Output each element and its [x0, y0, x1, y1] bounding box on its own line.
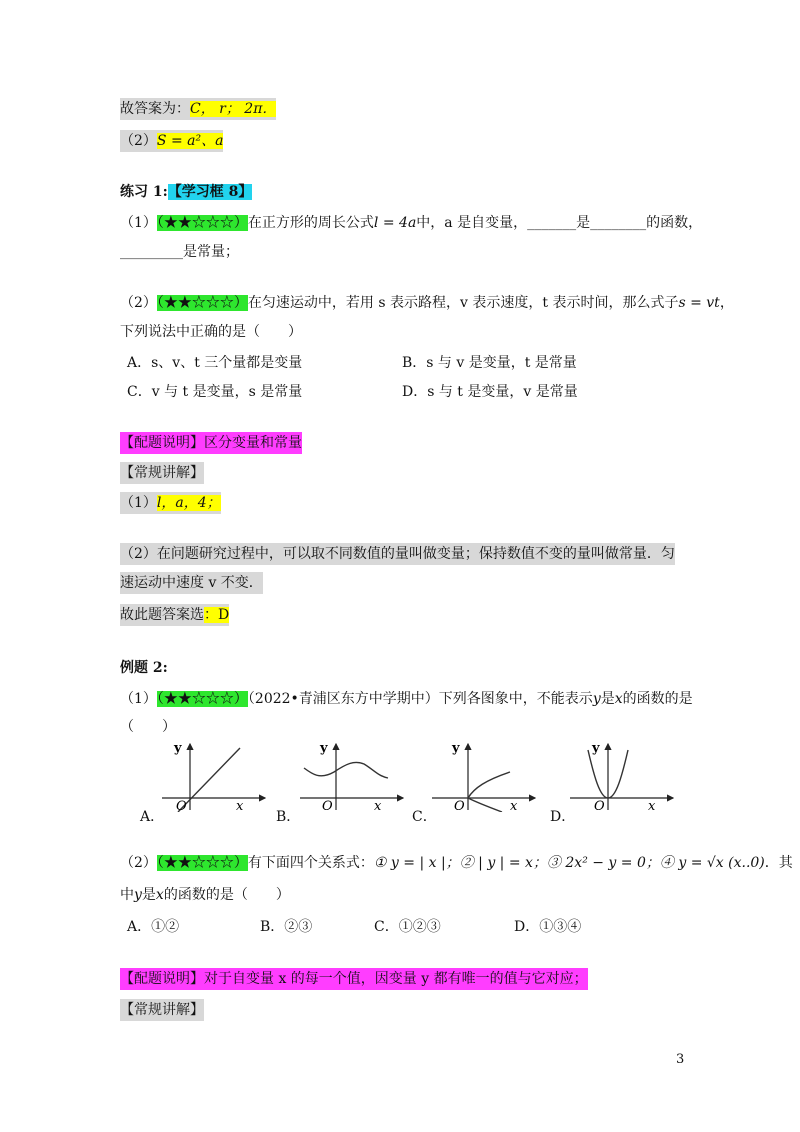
- question-number: （1）: [120, 215, 157, 231]
- option-b: B．②③: [260, 919, 313, 935]
- answer-2-line-2: 速运动中速度 v 不变．: [120, 572, 263, 594]
- difficulty-stars: （★★☆☆☆）: [156, 855, 248, 871]
- answer-1: [120, 492, 221, 514]
- formula: S = a²、a: [156, 133, 224, 149]
- answer-label: 故答案为：: [120, 101, 190, 117]
- var-y: y: [134, 887, 142, 903]
- question-3-cont: （ ）: [120, 719, 176, 735]
- graph-c: [430, 740, 540, 812]
- answer-value: l，a，4；: [156, 495, 221, 511]
- question-text-3: 的函数的是: [622, 691, 693, 707]
- formula: s = vt: [678, 295, 720, 311]
- origin-label: O: [322, 799, 333, 812]
- question-number: （2）: [120, 855, 157, 871]
- question-end: ．其: [764, 855, 793, 871]
- formula: l = 4a: [373, 215, 417, 231]
- text: 的函数的是（ ）: [163, 887, 290, 903]
- exercise-title: 练习 1:: [120, 184, 168, 200]
- config-note: 【配题说明】区分变量和常量: [120, 432, 302, 454]
- question-text-2: 是: [600, 691, 615, 707]
- answer-line-2: [120, 130, 223, 152]
- text: 是: [141, 887, 156, 903]
- option-c: C．v 与 t 是变量，s 是常量: [127, 384, 303, 400]
- difficulty-stars: （★★☆☆☆）: [156, 215, 248, 231]
- difficulty-stars: （★★☆☆☆）: [156, 691, 248, 707]
- relation-4: ；④ y = √x (x..0): [645, 855, 765, 871]
- option-a: A．s、v、t 三个量都是变量: [127, 355, 303, 371]
- answer-2-line-1: （2）在问题研究过程中，可以取不同数值的量叫做变量；保持数值不变的量叫做常量．匀: [120, 543, 675, 565]
- question-3: [120, 688, 693, 710]
- example-heading: 例题 2:: [120, 660, 168, 676]
- question-text-2: 中，a 是自变量，_______是________的函数，: [416, 215, 703, 231]
- graph-b: [298, 740, 408, 812]
- question-text: 在匀速运动中，若用 s 表示路程，v 表示速度，t 表示时间，那么式子: [247, 295, 679, 311]
- question-number: （2）: [120, 295, 157, 311]
- final-answer-value: ：D: [204, 607, 230, 623]
- answer-line: [120, 98, 276, 120]
- y-axis-label: y: [452, 741, 460, 756]
- answer-value: C， r； 2π．: [190, 101, 277, 117]
- item-number: （1）: [120, 495, 157, 511]
- page-number: 3: [676, 1052, 685, 1067]
- x-axis-label: x: [510, 799, 518, 812]
- graph-lower-branch: [468, 798, 502, 812]
- question-2: [120, 292, 734, 314]
- graph-a: [160, 740, 270, 812]
- question-number: （1）: [120, 691, 157, 707]
- item-number: （2）: [120, 133, 157, 149]
- exercise-heading: [120, 181, 252, 203]
- question-4: [120, 852, 793, 874]
- y-axis-label: y: [320, 741, 328, 756]
- graph-c-label: C．: [412, 809, 437, 825]
- y-axis-label: y: [592, 741, 600, 756]
- option-d: D．s 与 t 是变量，v 是常量: [402, 384, 578, 400]
- var-y: y: [592, 691, 601, 707]
- graph-upper-branch: [468, 772, 510, 798]
- x-axis-label: x: [648, 799, 656, 812]
- final-answer-label: 故此题答案选: [120, 607, 204, 623]
- explanation-heading: 【常规讲解】: [120, 462, 204, 484]
- graph-line: [178, 748, 240, 812]
- question-text: （2022•青浦区东方中学期中）下列各图象中，不能表示: [247, 691, 593, 707]
- explanation-heading-2: 【常规讲解】: [120, 999, 204, 1021]
- graph-curve: [304, 762, 388, 778]
- question-text: 有下面四个关系式：: [247, 855, 374, 871]
- difficulty-stars: （★★☆☆☆）: [156, 295, 248, 311]
- graph-d: [568, 740, 678, 812]
- relation-1: ① y = | x |: [373, 855, 446, 871]
- option-a: A．①②: [127, 919, 180, 935]
- question-4-cont: [120, 884, 290, 906]
- graph-b-label: B．: [276, 809, 301, 825]
- graph-a-label: A．: [140, 809, 165, 825]
- question-text: 在正方形的周长公式: [247, 215, 374, 231]
- option-c: C．①②③: [374, 919, 441, 935]
- text: 中: [120, 887, 134, 903]
- x-axis-label: x: [236, 799, 244, 812]
- question-1: [120, 212, 702, 234]
- y-axis-label: y: [174, 741, 182, 756]
- question-2-cont: 下列说法中正确的是（ ）: [120, 324, 302, 340]
- option-b: B．s 与 v 是变量，t 是常量: [402, 355, 577, 371]
- origin-label: O: [454, 799, 465, 812]
- graph-d-label: D．: [550, 809, 576, 825]
- final-answer: [120, 604, 229, 626]
- origin-label: O: [176, 799, 187, 812]
- relation-3: ；③ 2x² − y = 0: [532, 855, 646, 871]
- learning-frame-tag: 【学习框 8】: [167, 184, 253, 200]
- relation-2: ；② | y | = x: [445, 855, 533, 871]
- var-x: x: [155, 887, 164, 903]
- option-d: D．①③④: [514, 919, 582, 935]
- question-text-2: ，: [719, 295, 734, 311]
- config-note-2: 【配题说明】对于自变量 x 的每一个值，因变量 y 都有唯一的值与它对应；: [120, 968, 588, 990]
- origin-label: O: [594, 799, 605, 812]
- var-x: x: [614, 691, 623, 707]
- x-axis-label: x: [374, 799, 382, 812]
- question-1-cont: _________是常量；: [120, 244, 239, 260]
